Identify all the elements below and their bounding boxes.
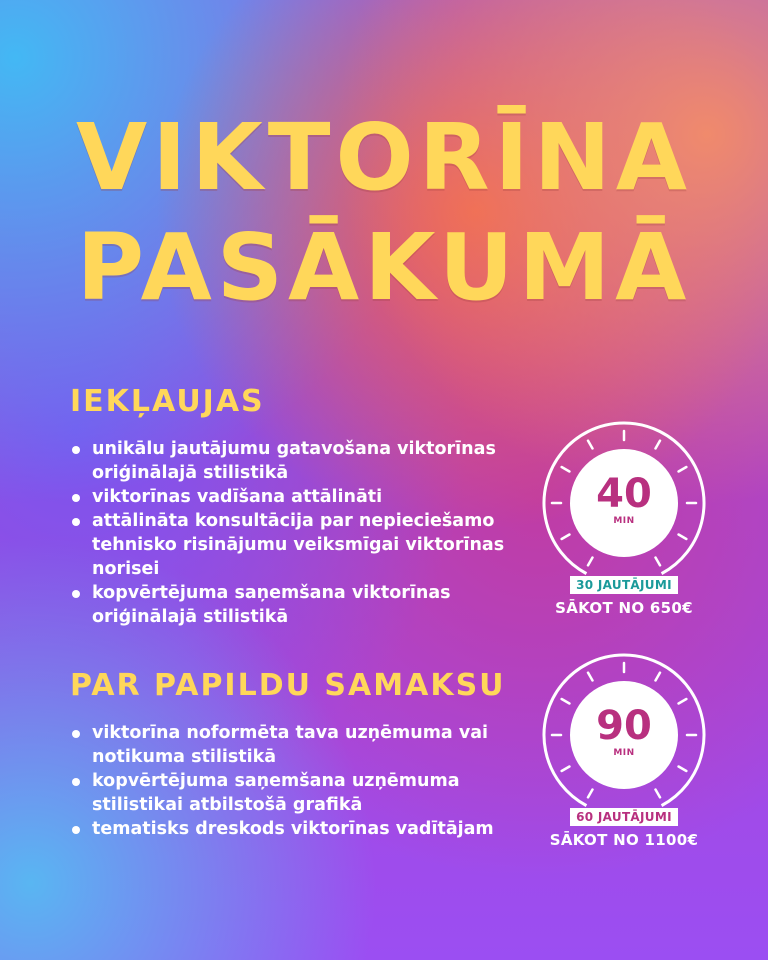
includes-list: [70, 437, 510, 629]
list-item: [70, 721, 510, 769]
list-item-text: unikālu jautājumu gatavošana viktorīnas oriģinālajā stilistikā: [92, 439, 496, 483]
dial-tick: [588, 558, 593, 566]
list-item-text: viktorīnas vadīšana attālināti: [92, 487, 383, 507]
list-item: [70, 581, 510, 629]
price-label: SĀKOT NO 1100€: [549, 831, 699, 849]
minutes-value: 40: [596, 471, 652, 517]
dial-tick: [588, 790, 593, 798]
dial-tick: [562, 535, 570, 540]
package-40-min: [539, 418, 709, 617]
dial-tick: [562, 767, 570, 772]
dial-tick: [562, 467, 570, 472]
minutes-value: 90: [596, 703, 652, 749]
minutes-unit: MIN: [613, 748, 635, 758]
dial-tick: [588, 673, 593, 681]
questions-badge-text: 30 JAUTĀJUMI: [570, 576, 678, 594]
list-item: [70, 769, 510, 817]
list-item: [70, 817, 510, 841]
price-label: SĀKOT NO 650€: [555, 599, 693, 617]
list-item-text: viktorīna noformēta tava uzņēmuma vai notikuma stilistikā: [92, 723, 489, 767]
dial-tick: [562, 699, 570, 704]
minutes-unit: MIN: [613, 516, 635, 526]
bullet-dot-icon: [72, 778, 80, 786]
dial-tick: [656, 441, 661, 449]
bullet-dot-icon: [72, 826, 80, 834]
questions-badge: [539, 806, 709, 826]
bullet-dot-icon: [72, 590, 80, 598]
list-item: [70, 509, 510, 581]
questions-badge-text: 60 JAUTĀJUMI: [570, 808, 678, 826]
list-item-text: attālināta konsultācija par nepieciešamo tehnisko risinājumu veiksmīgai viktorīnas norisei: [92, 511, 505, 579]
list-item-text: kopvērtējuma saņemšana viktorīnas oriģinālajā stilistikā: [92, 583, 451, 627]
title-line-2: PASĀKUMĀ: [76, 214, 692, 321]
bullet-dot-icon: [72, 730, 80, 738]
extra-list: [70, 721, 510, 841]
includes-heading: IEKĻAUJAS: [70, 384, 265, 419]
bullet-dot-icon: [72, 494, 80, 502]
list-item: [70, 437, 510, 485]
questions-badge: [539, 574, 709, 594]
dial-tick: [679, 767, 687, 772]
title-line-1: VIKTORĪNA: [76, 104, 692, 211]
dial-tick: [679, 535, 687, 540]
dial-tick: [588, 441, 593, 449]
dial-tick: [656, 790, 661, 798]
bullet-dot-icon: [72, 446, 80, 454]
dial-tick: [679, 699, 687, 704]
list-item-text: kopvērtējuma saņemšana uzņēmuma stilistikai atbilstošā grafikā: [92, 771, 460, 815]
extra-heading: PAR PAPILDU SAMAKSU: [70, 668, 506, 703]
bullet-dot-icon: [72, 518, 80, 526]
dial-tick: [656, 673, 661, 681]
package-90-min: [539, 650, 709, 849]
list-item: [70, 485, 510, 509]
dial-tick: [656, 558, 661, 566]
list-item-text: tematisks dreskods viktorīnas vadītājam: [92, 819, 494, 839]
dial-tick: [679, 467, 687, 472]
